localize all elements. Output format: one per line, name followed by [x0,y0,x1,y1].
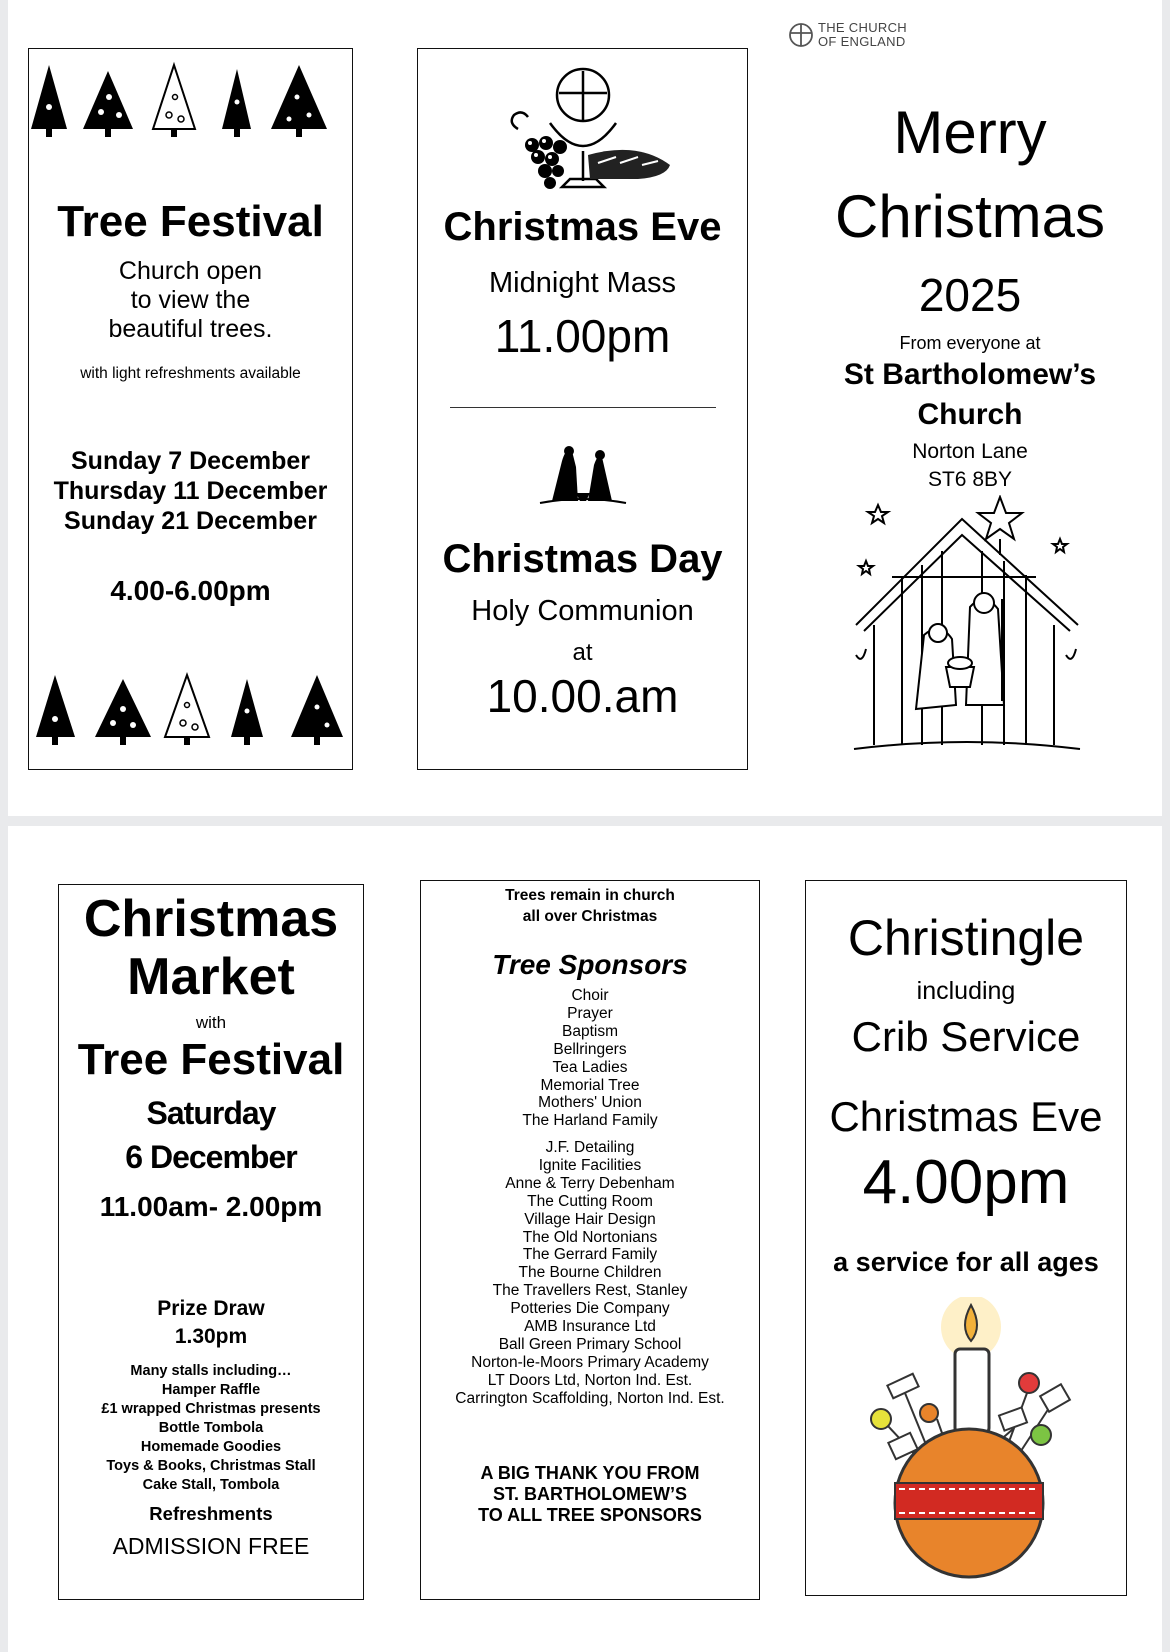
prize-draw-time: 1.30pm [174,1325,248,1348]
sponsor-list-1 [421,987,759,1130]
sponsor-name: Ignite Facilities [538,1156,642,1174]
christmas-day-title: Christmas Day [442,537,723,581]
divider [450,407,716,408]
cofe-logo-line-1: THE CHURCH [818,20,907,35]
tree-festival-date-3: Sunday 21 December [64,507,317,535]
tree-festival-date-2: Thursday 11 December [53,477,328,505]
tree-festival-panel [28,48,353,770]
sponsor-name: Memorial Tree [540,1076,640,1094]
nativity-stable-icon [852,495,1082,755]
market-title-1: Christmas [83,890,339,948]
thanks-line-1: A BIG THANK YOU FROM [480,1463,700,1483]
cover-christmas: Christmas [834,183,1106,250]
christingle-panel [805,880,1127,1596]
christingle-time: 4.00pm [862,1148,1070,1217]
christmas-day-service: Holy Communion [471,595,694,627]
stall-item: Hamper Raffle [161,1382,261,1398]
christingle-tagline: a service for all ages [833,1247,1099,1277]
sponsor-name: The Travellers Rest, Stanley [492,1282,688,1300]
stall-item: Toys & Books, Christmas Stall [106,1458,316,1474]
market-with: with [195,1013,227,1032]
stall-item: Cake Stall, Tombola [142,1477,280,1493]
christmas-day-at: at [572,639,593,666]
nativity-silhouette-icon [538,441,628,505]
sponsor-name: Choir [571,987,609,1004]
tree-festival-intro-2: to view the [130,286,251,314]
tree-festival-date-1: Sunday 7 December [71,447,310,475]
christingle-including: including [916,977,1016,1005]
cover-address-1: Norton Lane [912,440,1028,463]
christmas-eve-time: 11.00pm [494,310,671,362]
christmas-trees-top-icon [29,57,354,147]
sponsor-name: Carrington Scaffolding, Norton Ind. Est. [455,1389,725,1407]
christingle-title: Christingle [847,910,1085,966]
christmas-eve-title: Christmas Eve [443,205,722,249]
prize-draw-label: Prize Draw [157,1297,265,1320]
cover-merry: Merry [893,99,1047,166]
christingle-eve: Christmas Eve [829,1093,1103,1140]
tree-festival-intro-1: Church open [118,257,263,285]
christmas-services-panel [417,48,748,770]
cover-church-name-2: Church [917,398,1023,431]
leaflet-inside [8,826,1162,1652]
sponsors-heading: Tree Sponsors [492,949,688,980]
christingle-crib: Crib Service [851,1013,1081,1060]
market-time: 11.00am- 2.00pm [99,1191,323,1222]
tree-festival-title: Tree Festival [57,197,324,246]
christmas-eve-service: Midnight Mass [489,267,676,299]
sponsor-name: Village Hair Design [524,1210,656,1228]
communion-chalice-icon [488,59,678,199]
cover-year: 2025 [918,269,1022,321]
sponsor-name: Norton-le-Moors Primary Academy [471,1353,709,1371]
market-festival: Tree Festival [77,1035,345,1084]
sponsor-name: The Gerrard Family [522,1246,658,1264]
sponsor-name: AMB Insurance Ltd [524,1318,656,1336]
market-title-2: Market [127,948,295,1006]
stall-item: £1 wrapped Christmas presents [101,1401,321,1417]
thanks-line-2: ST. BARTHOLOMEW’S [493,1484,687,1504]
sponsor-name: Anne & Terry Debenham [505,1174,675,1192]
admission-label: ADMISSION FREE [112,1533,310,1559]
stall-item: Many stalls including… [130,1363,292,1379]
sponsor-list-2 [421,1139,759,1408]
thanks-line-3: TO ALL TREE SPONSORS [478,1505,702,1525]
christmas-day-time: 10.00.am [486,670,679,722]
sponsor-name: The Cutting Room [527,1192,653,1210]
tree-festival-note: with light refreshments available [80,365,301,382]
stall-item: Bottle Tombola [158,1420,264,1436]
sponsor-name: The Old Nortonians [522,1228,658,1246]
sponsor-name: Mothers' Union [538,1094,642,1112]
refreshments-label: Refreshments [149,1503,273,1524]
cover-panel [778,0,1162,816]
market-day: Saturday [146,1095,276,1131]
sponsor-name: J.F. Detailing [545,1139,635,1156]
christmas-trees-bottom-icon [29,671,354,756]
sponsors-intro-2: all over Christmas [522,908,658,925]
sponsor-name: Bellringers [553,1040,627,1058]
sponsors-intro-1: Trees remain in church [505,887,675,904]
christmas-market-panel [58,884,364,1600]
sponsor-name: LT Doors Ltd, Norton Ind. Est. [487,1371,693,1389]
tree-sponsors-panel [420,880,760,1600]
christingle-orange-icon [847,1297,1087,1587]
sponsor-name: Baptism [562,1022,618,1040]
cover-from: From everyone at [899,333,1041,353]
cofe-logo-line-2: OF ENGLAND [818,34,906,49]
sponsor-name: The Bourne Children [518,1264,662,1282]
church-of-england-logo-icon [788,22,814,48]
sponsor-name: Potteries Die Company [510,1300,670,1318]
sponsor-name: The Harland Family [522,1112,658,1130]
tree-festival-time: 4.00-6.00pm [110,575,271,606]
leaflet-outside [8,0,1162,816]
market-date: 6 December [125,1139,297,1175]
sponsor-name: Tea Ladies [552,1058,628,1076]
sponsor-name: Prayer [567,1004,613,1022]
tree-festival-intro-3: beautiful trees. [108,315,273,343]
stall-item: Homemade Goodies [140,1439,282,1455]
sponsor-name: Ball Green Primary School [498,1335,682,1353]
cover-church-name-1: St Bartholomew’s [843,358,1097,391]
cover-address-2: ST6 8BY [927,468,1013,491]
